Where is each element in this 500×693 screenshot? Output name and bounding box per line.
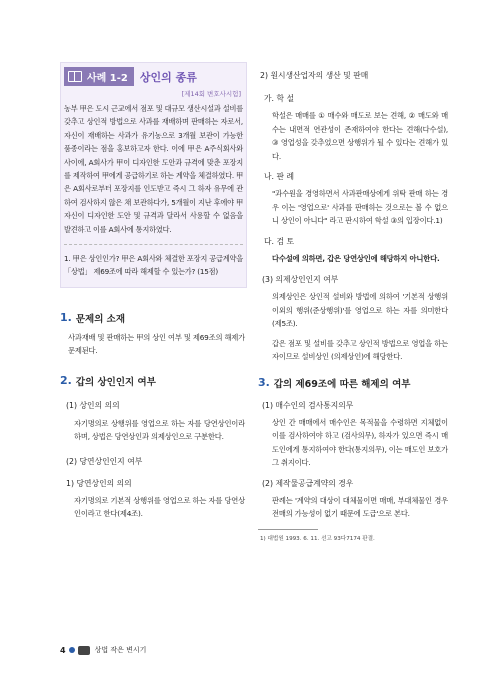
case-reference: [제14회 변호사시험] [181,90,241,98]
section-number: 1. [60,311,72,325]
item-body: 학설은 매매를 ① 매수와 매도로 보는 견해, ② 매도와 매수는 내면적 연관성이 존재하여야 한다는 견해(다수설), ③ 영업성을 갖추었으면 상행위가 될 수 있다는 견해가 있다. [272,111,448,161]
section-number: 2. [60,374,72,388]
item-heading: 나. 판 례 [264,172,295,181]
footnote-rule [258,529,318,530]
subsubsection-body: 자기명의로 기본적 상행위를 영업으로 하는 자를 당연상인이라고 한다(제4조). [74,495,245,519]
case-tag [64,67,134,86]
section-number: 3. [258,376,270,389]
subsection-heading: (1) 상인의 의의 [66,400,120,410]
case-tag-label: 사례 1-2 [87,73,128,84]
section-title: 갑의 제69조에 따른 해제의 여부 [273,378,411,390]
case-box [60,62,247,288]
case-header [64,67,243,86]
footnote: 1) 대법원 1993. 6. 11. 선고 93다7174 판결. [260,535,375,542]
subsection-heading: (3) 의제상인인지 여부 [262,275,339,284]
subsection-body: 의제상인은 상인적 설비와 방법에 의하여 '기본적 상행위 이외의 행위(준상행위)'를 영업으로 하는 자를 의미한다(제5조). [272,292,448,328]
page-footer [60,645,146,655]
subsection-body: 갑은 점포 및 설비를 갖추고 상인적 방법으로 영업을 하는 자이므로 설비상인 (의제상인)에 해당한다. [272,338,448,361]
section-1-body: 사과재배 및 판매하는 甲의 상인 여부 및 제69조의 해제가 문제된다. [68,332,245,356]
subsection-heading: (2) 당연상인인지 여부 [66,456,143,466]
item-heading: 가. 학 설 [264,94,295,103]
subsubsection-heading: 2) 원시생산업자의 생산 및 판매 [260,71,369,80]
section-1-heading [60,311,245,325]
case-question: 1. 甲은 상인인가? 甲은 A회사와 체결한 포장지 공급계약을 「상법」 제69조에 따라 해제할 수 있는가? (15점) [64,254,243,277]
case-title: 상인의 종류 [139,70,197,84]
book-icon [78,646,90,655]
section-title: 문제의 소재 [75,313,126,325]
case-body: 농부 甲은 도시 근교에서 점포 및 대규모 생산시설과 설비를 갖추고 상인적 방법으로 사과를 재배하며 판매하는 자로서, 자신이 재배하는 사과가 유기농으로 3개월 보관이 가능한 품종이라는 점을 홍보하고자 한다. 이에 甲은 A주식회사와 사이에, A회사가 甲이 디자인한 도안과 규격에 맞춘 포장지를 제작하여 甲에게 공급하기로 하는 계약을 체결하였다. 甲은 A회사로부터 포장지를 인도받고 즉시 그 하자 유무에 관하여 검사하지 않은 채 보관하다가, 5개월이 지난 후에야 甲 자신이 디자인한 도안 및 규격과 달라서 사용할 수 없음을 발견하고 이를 A회사에 통지하였다. [64,104,244,234]
left-column [60,62,245,521]
subsection-body: 자기명의로 상행위를 영업으로 하는 자를 당연상인이라 하며, 상법은 당연상인과 의제상인으로 구분한다. [74,418,245,442]
item-body: 다수설에 의하면, 갑은 당연상인에 해당하지 아니한다. [272,253,440,263]
subsubsection-heading: 1) 당연상인의 의의 [66,478,132,488]
section-2-heading [60,374,245,388]
page-dot-icon [69,647,75,653]
page-number: 4 [60,645,66,655]
book-title: 상법 작은 변시기 [94,646,147,654]
item-body: "과수원을 경영하면서 사과판매상에게 위탁 판매 하는 경우 이는 '영업으로' 사과를 판매하는 것으로는 볼 수 없으니 상인이 아니다" 라고 판시하여 학설 ③의 입장이다.1) [272,189,448,225]
right-column [258,62,448,542]
section-3-heading [258,376,448,390]
divider [64,244,243,245]
subsection-heading: (1) 매수인의 검사통지의무 [262,400,354,410]
item-heading: 다. 검 토 [264,236,295,246]
subsection-heading: (2) 제작물공급계약의 경우 [262,478,354,488]
subsection-body: 판례는 '계약의 대상이 대체물이면 매매, 부대체물인 경우 전매의 가능성이 없기 때문에 도급'으로 본다. [272,495,448,518]
subsection-body: 상인 간 매매에서 매수인은 목적물을 수령하면 지체없이 이를 검사하여야 하고 (검사의무), 하자가 있으면 즉시 매도인에게 통지하여야 한다(통지의무), 이는 매도인 보호가 그 취지이다. [272,417,448,467]
section-title: 갑의 상인인지 여부 [75,376,156,388]
book-icon [68,71,82,82]
